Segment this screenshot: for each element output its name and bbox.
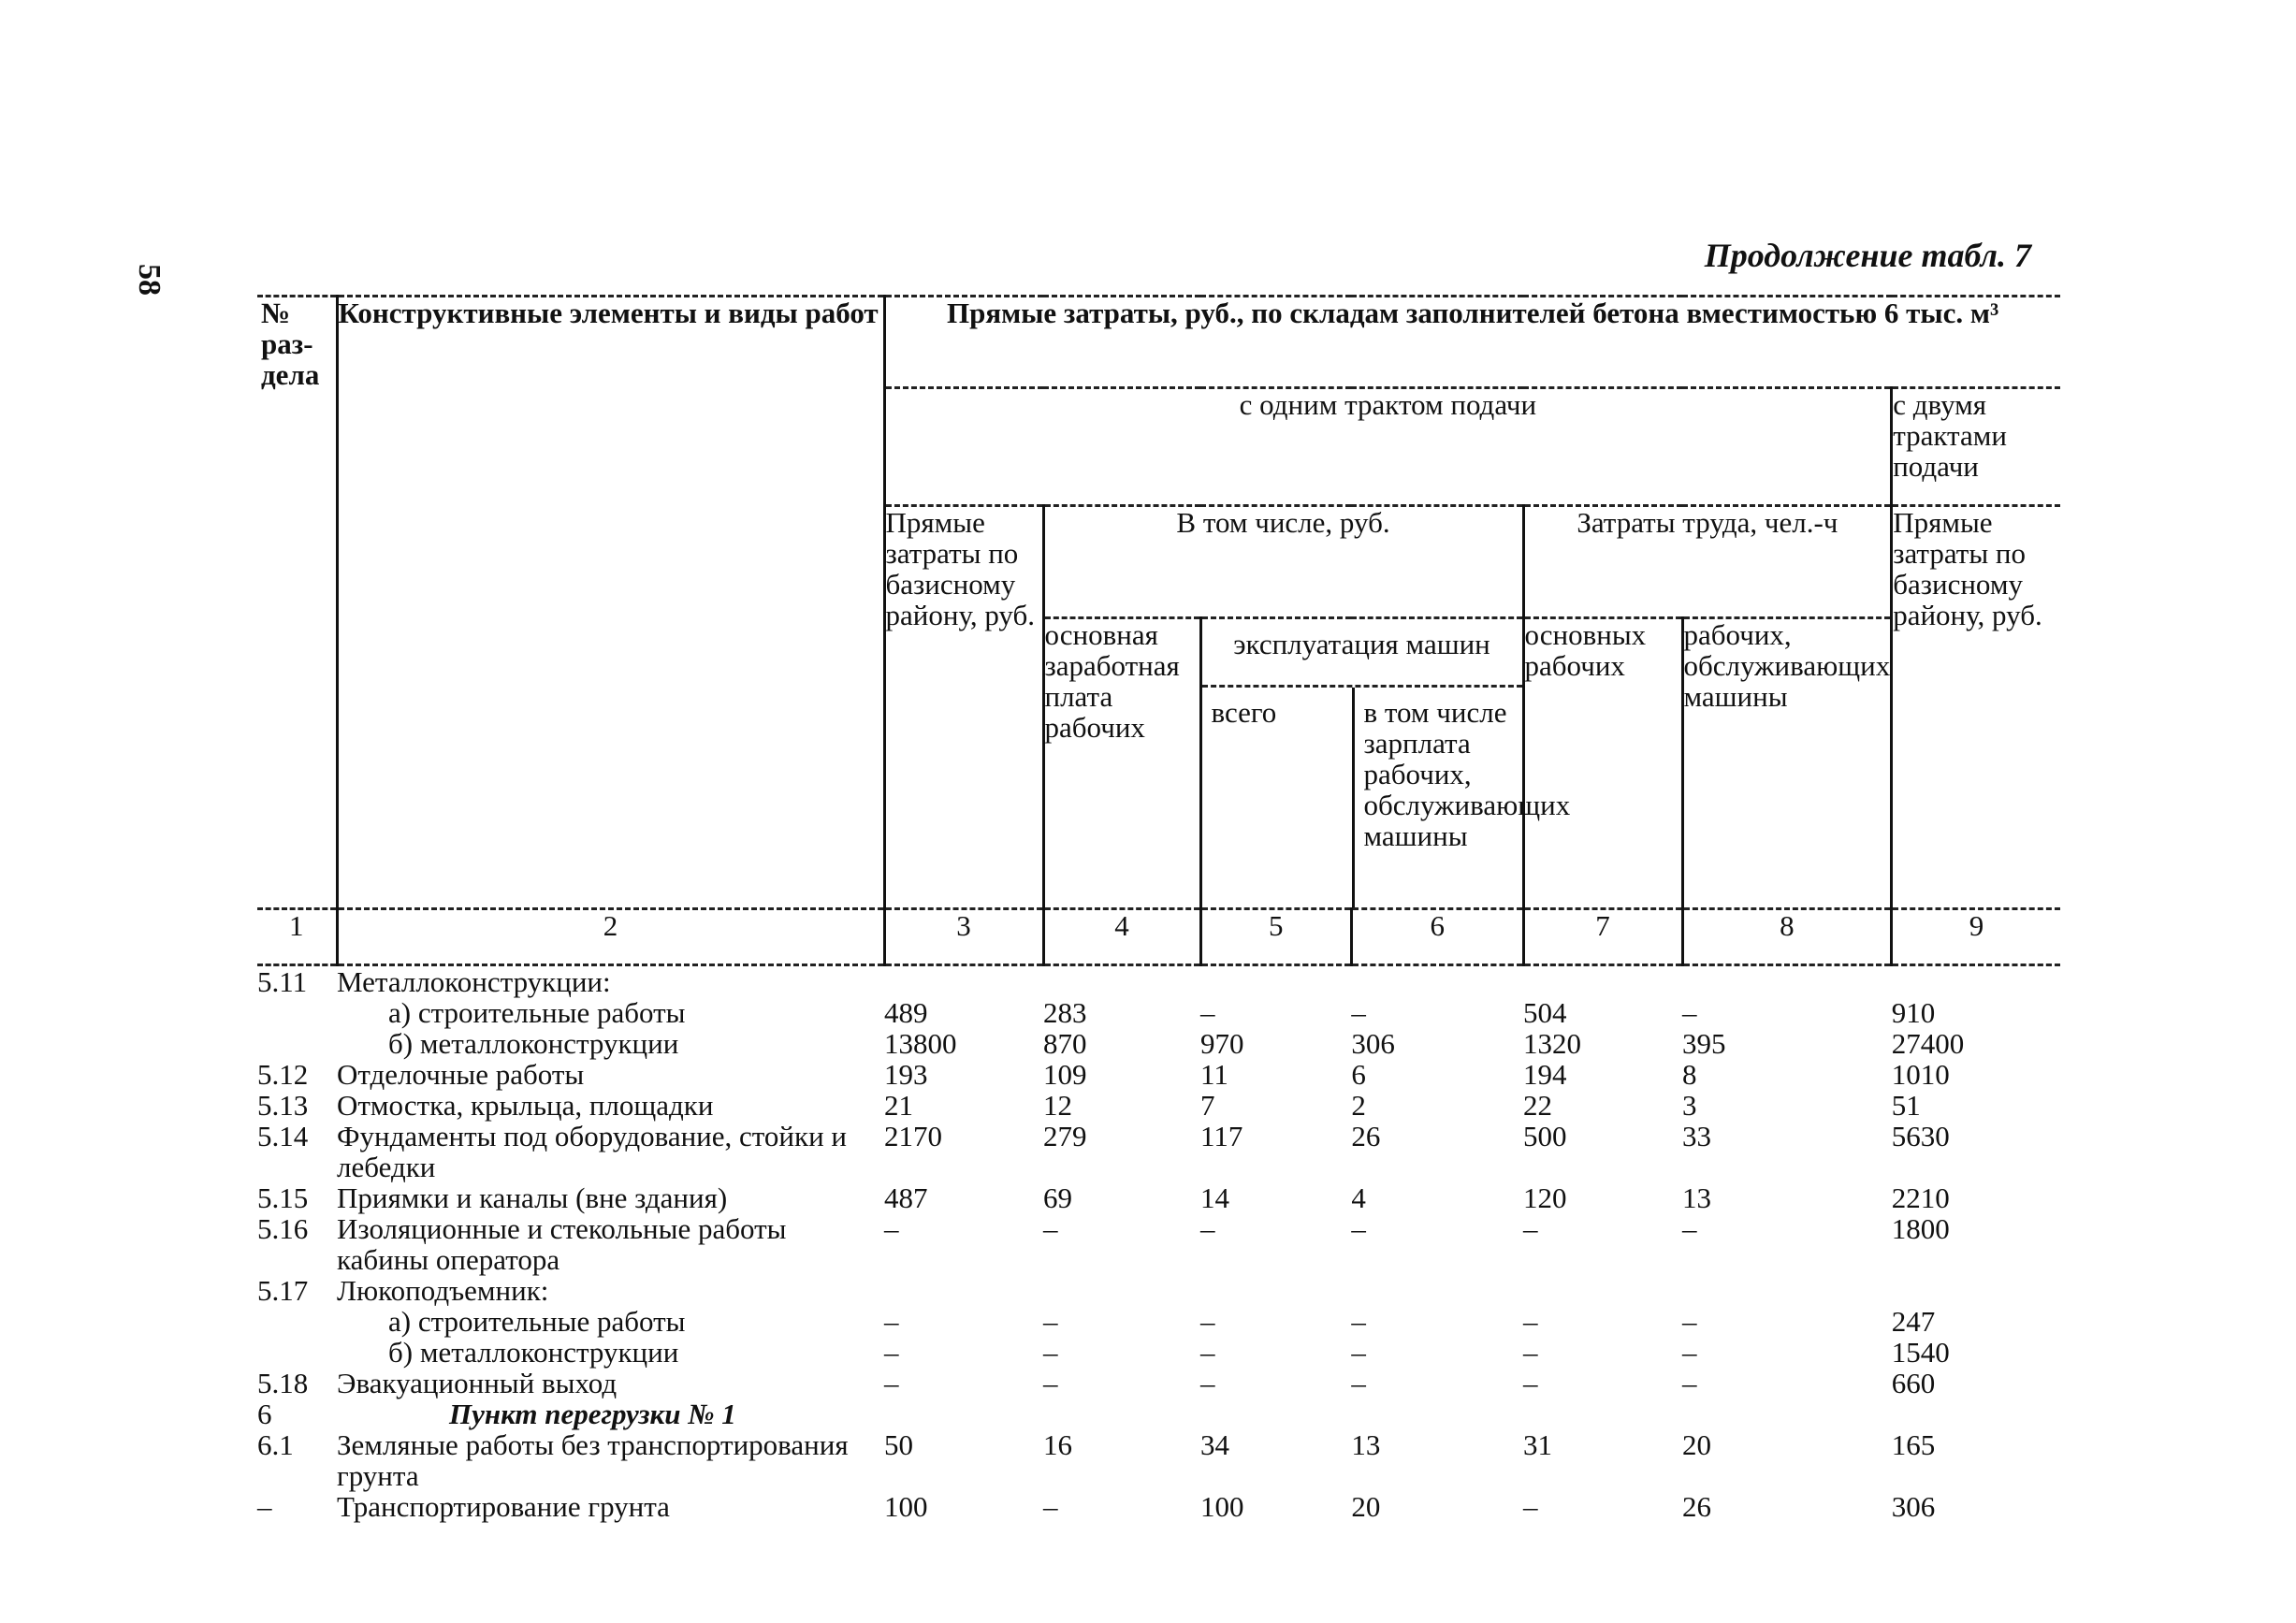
col-number: 2 — [337, 909, 884, 965]
cell: 306 — [1351, 1027, 1395, 1060]
cell: – — [1523, 1305, 1538, 1338]
cell: 34 — [1200, 1428, 1229, 1461]
cell: 50 — [884, 1428, 913, 1461]
cell: 193 — [884, 1058, 928, 1091]
cell: 279 — [1043, 1120, 1087, 1152]
header-col8: рабочих, обслуживающих машины — [1682, 618, 1892, 909]
cell: – — [1682, 1367, 1697, 1399]
row-name: б) металлоконструкции — [388, 1027, 679, 1060]
cell: – — [1200, 1336, 1215, 1369]
cell: 117 — [1200, 1120, 1243, 1152]
header-section-no: № раз-дела — [257, 297, 337, 909]
header-col4: основная заработная плата рабочих — [1043, 618, 1200, 909]
col-number: 7 — [1523, 909, 1682, 965]
cell: 1320 — [1523, 1027, 1581, 1060]
cell: – — [1682, 1305, 1697, 1338]
row-name: Приямки и каналы (вне здания) — [337, 1181, 728, 1214]
table-row — [257, 1429, 2060, 1491]
cell: 27400 — [1891, 1027, 1965, 1060]
cell: – — [884, 1336, 899, 1369]
cell: – — [1351, 1305, 1366, 1338]
cell: – — [884, 1367, 899, 1399]
table-row — [257, 1059, 2060, 1090]
cell — [1200, 965, 1351, 998]
cell: 51 — [1891, 1089, 1921, 1122]
row-number — [257, 1337, 337, 1368]
row-name: а) строительные работы — [388, 996, 686, 1029]
cell — [1682, 1398, 1892, 1429]
cell: 194 — [1523, 1058, 1567, 1091]
header-col3: Прямые затраты по базисному району, руб. — [884, 506, 1043, 909]
row-number: 5.18 — [257, 1367, 309, 1399]
row-name: б) металлоконструкции — [388, 1336, 679, 1369]
col-number: 5 — [1200, 909, 1351, 965]
cell: 306 — [1891, 1490, 1936, 1523]
row-name: Люкоподъемник: — [337, 1274, 549, 1307]
cell — [884, 965, 1043, 998]
table-caption: Продолжение табл. 7 — [1704, 237, 2031, 274]
cell: – — [1043, 1212, 1058, 1245]
row-name: Отмостка, крыльца, площадки — [337, 1089, 714, 1122]
section-title: Пункт перегрузки № 1 — [449, 1398, 736, 1430]
cell — [1523, 1398, 1682, 1429]
cell: 870 — [1043, 1027, 1087, 1060]
cell: 1800 — [1891, 1212, 1950, 1245]
cell: – — [1682, 1336, 1697, 1369]
cell — [1523, 1275, 1682, 1306]
header-work-types: Конструктивные элементы и виды работ — [337, 297, 884, 909]
cell — [1043, 1275, 1200, 1306]
table-row — [257, 1337, 2060, 1368]
table-row — [257, 1275, 2060, 1306]
cell: 14 — [1200, 1181, 1229, 1214]
cell: – — [1200, 996, 1215, 1029]
header-col5: всего — [1211, 696, 1277, 729]
cell: 16 — [1043, 1428, 1072, 1461]
cell: – — [1200, 1367, 1215, 1399]
header-col6: в том числе зарплата рабочих, обслуживающих машины — [1352, 688, 1522, 907]
row-number: 5.12 — [257, 1058, 309, 1091]
col-number: 3 — [884, 909, 1043, 965]
cell: 910 — [1891, 996, 1936, 1029]
cell: 33 — [1682, 1120, 1711, 1152]
cell: 2170 — [884, 1120, 942, 1152]
col-number: 8 — [1682, 909, 1892, 965]
cell: 283 — [1043, 996, 1087, 1029]
cell: 13 — [1682, 1181, 1711, 1214]
cell: – — [1682, 996, 1697, 1029]
cell — [1351, 1275, 1523, 1306]
cell: 1540 — [1891, 1336, 1950, 1369]
header-incl-rub: В том числе, руб. — [1043, 506, 1523, 618]
cost-table — [257, 295, 2060, 1522]
cell: – — [1682, 1212, 1697, 1245]
row-name: Отделочные работы — [337, 1058, 585, 1091]
cell: – — [1200, 1305, 1215, 1338]
cell: 21 — [884, 1089, 913, 1122]
cell — [1351, 1398, 1523, 1429]
cell: 4 — [1351, 1181, 1366, 1214]
table-row — [257, 1306, 2060, 1337]
cell — [1523, 965, 1682, 998]
cell: – — [1043, 1490, 1058, 1523]
header-machines: эксплуатация машин — [1233, 628, 1490, 660]
section-heading-row — [257, 1398, 2060, 1429]
table-row — [257, 1121, 2060, 1182]
cell: 3 — [1682, 1089, 1697, 1122]
table-row — [257, 1491, 2060, 1522]
cell — [1200, 1398, 1351, 1429]
cell: – — [1200, 1212, 1215, 1245]
cell: 6 — [1351, 1058, 1366, 1091]
col-number: 1 — [257, 909, 337, 965]
cell: – — [1523, 1336, 1538, 1369]
cell: 247 — [1891, 1305, 1936, 1338]
cell: 69 — [1043, 1181, 1072, 1214]
row-name: Транспортирование грунта — [337, 1490, 670, 1523]
row-number: 5.15 — [257, 1181, 309, 1214]
cell — [1351, 965, 1523, 998]
cell: 504 — [1523, 996, 1567, 1029]
row-number: 6 — [257, 1398, 272, 1430]
cell: – — [1043, 1367, 1058, 1399]
header-one-tract: с одним трактом подачи — [884, 388, 1892, 506]
cell: – — [1523, 1490, 1538, 1523]
cell: – — [1351, 996, 1366, 1029]
cell: 395 — [1682, 1027, 1726, 1060]
cell: – — [1351, 1367, 1366, 1399]
cell: – — [1043, 1305, 1058, 1338]
header-col7: основных рабочих — [1523, 618, 1682, 909]
col-number: 6 — [1351, 909, 1523, 965]
cell: 1010 — [1891, 1058, 1950, 1091]
cell: 20 — [1351, 1490, 1381, 1523]
cell: 165 — [1891, 1428, 1936, 1461]
cell: 500 — [1523, 1120, 1567, 1152]
row-number: 5.16 — [257, 1212, 309, 1245]
cell — [1043, 1398, 1200, 1429]
cell: 26 — [1351, 1120, 1381, 1152]
header-col9: Прямые затраты по базисному району, руб. — [1892, 506, 2060, 909]
cell: 5630 — [1891, 1120, 1950, 1152]
row-number — [257, 1306, 337, 1337]
cell: 970 — [1200, 1027, 1244, 1060]
cell: 8 — [1682, 1058, 1697, 1091]
page-number: 58 — [132, 264, 167, 296]
table-row — [257, 997, 2060, 1028]
table-row — [257, 965, 2060, 998]
cell: 11 — [1200, 1058, 1228, 1091]
cell: 20 — [1682, 1428, 1711, 1461]
row-number: 5.17 — [257, 1274, 309, 1307]
row-name: Металлоконструкции: — [337, 965, 611, 998]
row-number: 5.14 — [257, 1120, 309, 1152]
cell — [1892, 965, 2060, 998]
row-name: а) строительные работы — [388, 1305, 686, 1338]
cell — [884, 1398, 1043, 1429]
header-direct-costs: Прямые затраты, руб., по складам заполнителей бетона вместимостью 6 тыс. м³ — [884, 297, 2060, 388]
cell: 487 — [884, 1181, 928, 1214]
cell: – — [1351, 1212, 1366, 1245]
row-number: 5.13 — [257, 1089, 309, 1122]
cell — [884, 1275, 1043, 1306]
cell: 31 — [1523, 1428, 1552, 1461]
cell: 120 — [1523, 1181, 1567, 1214]
cell: – — [884, 1305, 899, 1338]
cell: 13 — [1351, 1428, 1381, 1461]
cell: 660 — [1891, 1367, 1936, 1399]
cell: 26 — [1682, 1490, 1711, 1523]
row-number — [257, 997, 337, 1028]
row-name: Земляные работы без транспортирования грунта — [337, 1428, 849, 1492]
table-row — [257, 1213, 2060, 1275]
cell: – — [1523, 1367, 1538, 1399]
cell: 109 — [1043, 1058, 1087, 1091]
cell: 22 — [1523, 1089, 1552, 1122]
cell: 12 — [1043, 1089, 1072, 1122]
cell: 100 — [1200, 1490, 1244, 1523]
cell: – — [1351, 1336, 1366, 1369]
header-labor: Затраты труда, чел.-ч — [1523, 506, 1892, 618]
cell: 2210 — [1891, 1181, 1950, 1214]
table-row — [257, 1028, 2060, 1059]
cell: 7 — [1200, 1089, 1215, 1122]
cell: 13800 — [884, 1027, 957, 1060]
row-name: Изоляционные и стекольные работы кабины оператора — [337, 1212, 787, 1276]
row-number: 6.1 — [257, 1428, 294, 1461]
col-number: 9 — [1892, 909, 2060, 965]
cell: – — [1523, 1212, 1538, 1245]
cell — [1043, 965, 1200, 998]
row-number — [257, 1028, 337, 1059]
cell — [1682, 965, 1892, 998]
table-row — [257, 1182, 2060, 1213]
row-name: Фундаменты под оборудование, стойки и лебедки — [337, 1120, 848, 1183]
cell — [1682, 1275, 1892, 1306]
cell: 2 — [1351, 1089, 1366, 1122]
row-name: Эвакуационный выход — [337, 1367, 618, 1399]
col-number: 4 — [1043, 909, 1200, 965]
cell: – — [1043, 1336, 1058, 1369]
cell: 489 — [884, 996, 928, 1029]
header-two-tracts: с двумя трактами подачи — [1892, 388, 2060, 506]
cell — [1892, 1398, 2060, 1429]
row-number: 5.11 — [257, 965, 308, 998]
cell — [1892, 1275, 2060, 1306]
cell — [1200, 1275, 1351, 1306]
table-row — [257, 1090, 2060, 1121]
row-number: – — [257, 1490, 272, 1523]
cell: 100 — [884, 1490, 928, 1523]
cell: – — [884, 1212, 899, 1245]
table-row — [257, 1368, 2060, 1398]
